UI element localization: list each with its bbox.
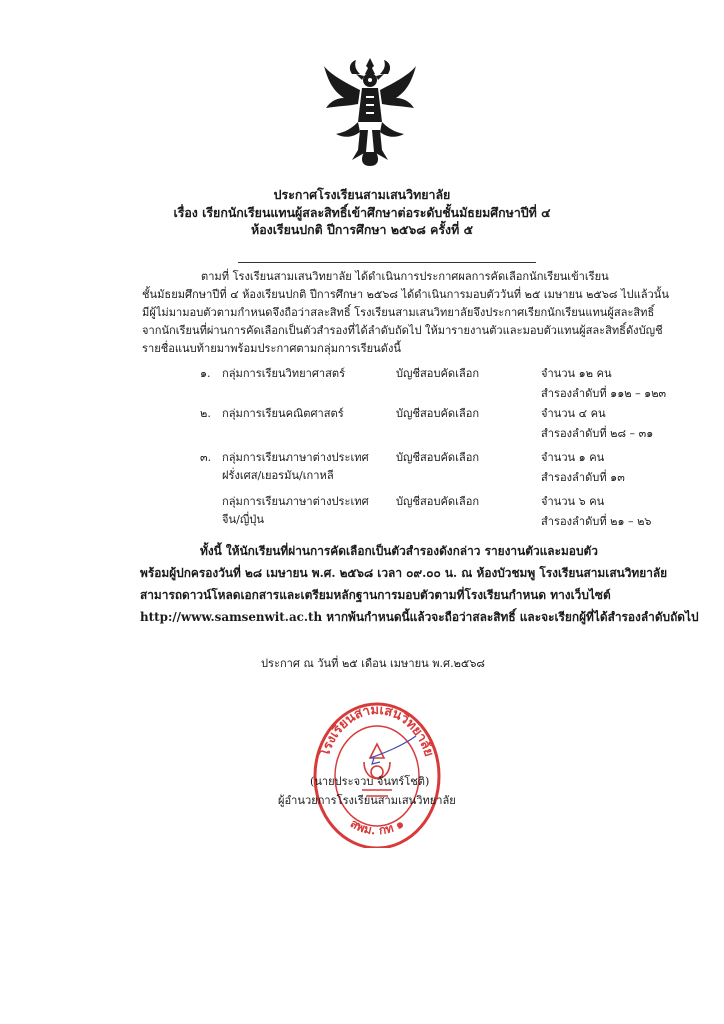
group-name-detail: ฝรั่งเศส/เยอรมัน/เกาหลี: [222, 469, 334, 482]
header-divider: [238, 262, 536, 263]
announce-date: ประกาศ ณ วันที่ ๒๕ เดือน เมษายน พ.ศ.๒๕๖๘: [261, 657, 485, 670]
group-count: จำนวน ๔ คน: [541, 407, 606, 420]
group-list-type: บัญชีสอบคัดเลือก: [396, 495, 480, 508]
notice-line-3: สามารถดาวน์โหลดเอกสารและเตรียมหลักฐานการมอบตัวตามที่โรงเรียนกำหนด ทางเว็บไซต์: [140, 588, 611, 602]
group-reserve: สำรองลำดับที่ ๒๘ – ๓๑: [541, 427, 654, 440]
group-count: จำนวน ๑๒ คน: [541, 367, 612, 380]
intro-line-3: มีผู้ไม่มามอบตัวตามกำหนดจึงถือว่าสละสิทธิ์ โรงเรียนสามเสนวิทยาลัยจึงประกาศเรียกนักเรียนแทนผู้สละสิทธิ์: [142, 306, 655, 319]
signer-name: (นายประจวบ จันทร์โชติ): [310, 775, 430, 788]
announcement-subject: เรื่อง เรียกนักเรียนแทนผู้สละสิทธิ์เข้าศึกษาต่อระดับชั้นมัธยมศึกษาปีที่ ๔: [173, 204, 551, 220]
group-name: กลุ่มการเรียนภาษาต่างประเทศ: [222, 495, 369, 508]
group-list-type: บัญชีสอบคัดเลือก: [396, 367, 480, 380]
intro-line-1: ตามที่ โรงเรียนสามเสนวิทยาลัย ได้ดำเนินการประกาศผลการคัดเลือกนักเรียนเข้าเรียน: [201, 270, 609, 283]
notice-line-1: ทั้งนี้ ให้นักเรียนที่ผ่านการคัดเลือกเป็นตัวสำรองดังกล่าว รายงานตัวและมอบตัว: [200, 544, 598, 558]
intro-line-2: ชั้นมัธยมศึกษาปีที่ ๔ ห้องเรียนปกติ ปีการศึกษา ๒๕๖๘ ได้ดำเนินการมอบตัววันที่ ๒๕ เมษายน ๒๕๖๘ ไปแล้วนั้น: [142, 288, 669, 301]
group-number: ๑.: [200, 367, 211, 380]
svg-text:สพม. กท ๑: [348, 816, 406, 837]
intro-line-4: จากนักเรียนที่ผ่านการคัดเลือกเป็นตัวสำรองที่ได้ลำดับถัดไป ให้มารายงานตัวและมอบตัวแทนผู้สละสิทธิ์ดังบัญชี: [142, 324, 663, 337]
intro-line-5: รายชื่อแนบท้ายมาพร้อมประกาศตามกลุ่มการเรียนดังนี้: [142, 342, 401, 355]
group-name: กลุ่มการเรียนภาษาต่างประเทศ: [222, 451, 369, 464]
signer-title: ผู้อำนวยการโรงเรียนสามเสนวิทยาลัย: [278, 794, 456, 807]
notice-line-2: พร้อมผู้ปกครองวันที่ ๒๘ เมษายน พ.ศ. ๒๕๖๘ เวลา ๐๙.๐๐ น. ณ ห้องบัวชมพู โรงเรียนสามเสนวิทยาลัย: [140, 566, 668, 580]
group-number: ๒.: [200, 407, 211, 420]
group-list-type: บัญชีสอบคัดเลือก: [396, 407, 480, 420]
stamp-bottom-text: สพม. กท ๑: [347, 816, 407, 838]
group-count: จำนวน ๖ คน: [541, 495, 605, 508]
group-number: ๓.: [200, 451, 212, 464]
notice-line-4: http://www.samsenwit.ac.th หากพ้นกำหนดนี้แล้วจะถือว่าสละสิทธิ์ และจะเรียกผู้ที่ได้สำรองลำดับถัดไป: [140, 610, 699, 624]
announcement-title: ประกาศโรงเรียนสามเสนวิทยาลัย: [273, 187, 451, 202]
group-list-type: บัญชีสอบคัดเลือก: [396, 451, 480, 464]
group-name: กลุ่มการเรียนคณิตศาสตร์: [222, 407, 344, 420]
group-reserve: สำรองลำดับที่ ๑๑๒ – ๑๒๓: [541, 387, 667, 400]
group-reserve: สำรองลำดับที่ ๒๑ – ๒๖: [541, 515, 652, 528]
group-name-detail: จีน/ญี่ปุ่น: [222, 513, 264, 526]
announcement-subtitle: ห้องเรียนปกติ ปีการศึกษา ๒๕๖๘ ครั้งที่ ๕: [251, 222, 473, 237]
group-reserve: สำรองลำดับที่ ๑๓: [541, 471, 625, 484]
group-count: จำนวน ๑ คน: [541, 451, 605, 464]
stamp-top-text: โรงเรียนสามเสนวิทยาลัย: [317, 702, 437, 759]
svg-text:โรงเรียนสามเสนวิทยาลัย: [316, 703, 437, 760]
garuda-emblem-icon: [322, 56, 418, 168]
announcement-header: [0, 186, 724, 239]
group-name: กลุ่มการเรียนวิทยาศาสตร์: [222, 367, 346, 380]
